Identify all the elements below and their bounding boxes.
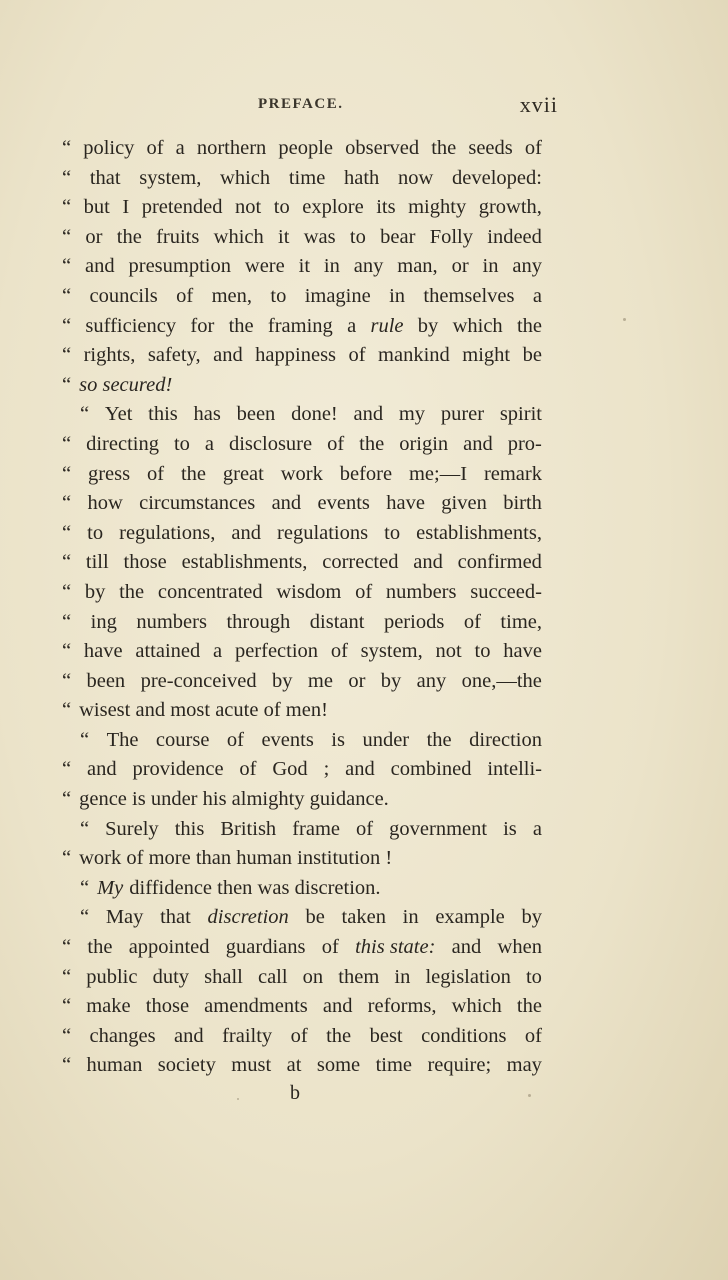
word: not (235, 196, 262, 219)
quote-mark: “ (80, 817, 90, 840)
word: perfection (234, 640, 319, 663)
quote-mark: “ (62, 551, 72, 574)
word: them (338, 965, 380, 988)
word: conditions (421, 1024, 507, 1047)
word: imagine (304, 284, 371, 307)
word: make (86, 995, 131, 1018)
word: and (345, 758, 375, 781)
word: taken (341, 906, 386, 929)
quote-mark: “ (62, 965, 72, 988)
running-head: PREFACE. (258, 96, 344, 112)
word: amendments (204, 995, 308, 1018)
word: been (236, 403, 276, 426)
word: which (220, 166, 271, 189)
text-line (62, 785, 542, 815)
word: developed: (452, 166, 542, 189)
word: in (323, 255, 340, 278)
word: a (532, 817, 542, 840)
word: concentrated (157, 580, 263, 603)
word: presumption (128, 255, 231, 278)
word: and (86, 758, 117, 781)
word: frame (292, 817, 341, 840)
word: not (435, 640, 462, 663)
word: happiness (255, 344, 337, 367)
text-line (62, 608, 542, 638)
word: northern (196, 137, 267, 159)
word: the (359, 432, 385, 455)
word: course (155, 728, 210, 751)
word: me (307, 669, 333, 692)
word: and (213, 344, 243, 367)
word: through (226, 610, 291, 633)
quote-mark: “ (62, 640, 72, 663)
word: origin (399, 432, 449, 455)
word: and (451, 936, 482, 959)
word: direction (469, 728, 542, 751)
word: the (87, 936, 113, 959)
word: fruits (156, 225, 200, 248)
page-number: xvii (519, 92, 558, 117)
word: establishments, (181, 551, 308, 574)
word: frailty (222, 1024, 273, 1047)
word: policy (83, 137, 135, 159)
word: to (474, 640, 491, 663)
quote-mark: “ (62, 432, 72, 455)
word: and (174, 1024, 204, 1047)
quote-mark: “ (80, 906, 90, 929)
word: duty (152, 965, 190, 988)
text-line (62, 519, 542, 549)
word: great (222, 462, 264, 485)
word: by (272, 669, 293, 692)
word: of (147, 462, 165, 485)
text-line (62, 815, 542, 845)
word: of (463, 610, 481, 633)
word: time (375, 1054, 412, 1077)
word: any (416, 669, 447, 692)
word: a (175, 137, 185, 159)
word: have (386, 492, 425, 515)
text-line (62, 963, 542, 993)
word: birth (503, 492, 542, 515)
word: in (389, 284, 406, 307)
quote-mark: “ (62, 462, 72, 485)
word: on (302, 965, 324, 988)
word: explore (302, 196, 364, 219)
word: regulations, (119, 521, 216, 544)
word: to (270, 284, 287, 307)
word: pro- (507, 432, 542, 455)
word: periods (383, 610, 445, 633)
word: people (278, 137, 334, 159)
quote-mark: “ (62, 758, 72, 781)
word: the (228, 314, 254, 337)
word: of (524, 137, 542, 159)
word: observed (345, 137, 420, 159)
quote-mark: “ (62, 995, 72, 1018)
word: God (272, 758, 308, 781)
word: in (482, 255, 499, 278)
text-line (62, 223, 542, 253)
text-line (62, 252, 542, 282)
word: establishments, (416, 521, 542, 544)
word: in (402, 906, 419, 929)
word: appointed (128, 936, 210, 959)
word: might (462, 344, 511, 367)
quote-mark: “ (62, 788, 72, 811)
text-line (62, 460, 542, 490)
word: pretended (141, 196, 223, 219)
quote-mark: “ (62, 1024, 72, 1047)
word: and (231, 521, 261, 544)
word: time, (500, 610, 542, 633)
word: is (331, 728, 345, 751)
word: before (339, 462, 393, 485)
word: wisdom (276, 580, 342, 603)
word: example (435, 906, 505, 929)
text-line (62, 430, 542, 460)
quote-mark: “ (80, 403, 90, 426)
word: the (426, 728, 452, 751)
body-text (62, 134, 542, 1081)
word: by (417, 314, 439, 337)
word: any (353, 255, 384, 278)
word: now (398, 166, 434, 189)
text-line (62, 134, 542, 164)
word: the (516, 314, 542, 337)
word: work of more than human institution ! (79, 847, 393, 870)
word: to (349, 225, 366, 248)
word: to (525, 965, 542, 988)
word: at (286, 1054, 302, 1077)
word: gress (87, 462, 131, 485)
word: any (512, 255, 542, 278)
word: reforms, (367, 995, 437, 1018)
word: Surely (105, 817, 159, 840)
paper-speck (237, 1098, 239, 1100)
word: regulations (277, 521, 369, 544)
word: attained (135, 640, 201, 663)
quote-mark: “ (62, 521, 72, 544)
word: combined (390, 758, 472, 781)
text-line (62, 282, 542, 312)
word: but (83, 196, 110, 219)
word: events (261, 728, 314, 751)
word: be (522, 344, 542, 367)
word: events (317, 492, 370, 515)
word: mighty (408, 196, 467, 219)
word: sufficiency (85, 314, 177, 337)
word: Yet (104, 403, 133, 426)
quote-mark: “ (80, 728, 90, 751)
word: the (431, 137, 457, 159)
word: till (85, 551, 109, 574)
word: of (524, 1024, 542, 1047)
quote-mark: “ (62, 1054, 72, 1077)
text-line (62, 312, 542, 342)
word: has (193, 403, 221, 426)
word: a (213, 640, 223, 663)
quote-mark: “ (62, 196, 72, 219)
word: given (441, 492, 487, 515)
word: for (190, 314, 215, 337)
word: me;—I (408, 462, 468, 485)
word: wisest and most acute of men! (79, 699, 328, 722)
word: numbers (136, 610, 207, 633)
word: or (451, 255, 469, 278)
quote-mark: “ (62, 255, 72, 278)
quote-mark: “ (62, 669, 72, 692)
word: have (83, 640, 123, 663)
word: the (119, 580, 145, 603)
word: the (516, 995, 542, 1018)
text-line (62, 371, 542, 401)
word: of (355, 580, 373, 603)
word: man, (397, 255, 438, 278)
word: of (330, 640, 348, 663)
word: those (145, 995, 190, 1018)
word: and (271, 492, 302, 515)
word: to (173, 432, 190, 455)
word: in (394, 965, 411, 988)
word: my (398, 403, 426, 426)
text-line (62, 193, 542, 223)
word: this (174, 817, 205, 840)
word: the (180, 462, 206, 485)
text-line (62, 578, 542, 608)
word: mankind (378, 344, 450, 367)
word: human (86, 1054, 143, 1077)
word: ; (323, 758, 330, 781)
word: numbers (385, 580, 457, 603)
word: succeed- (470, 580, 542, 603)
text-line (62, 400, 542, 430)
word: society (157, 1054, 216, 1077)
word: is (503, 817, 517, 840)
word: of (327, 432, 345, 455)
word: of (356, 817, 374, 840)
word: disclosure (228, 432, 313, 455)
word: corrected (322, 551, 399, 574)
word: a (347, 314, 357, 337)
word: time (288, 166, 326, 189)
quote-mark: “ (62, 936, 72, 959)
text-line (62, 933, 542, 963)
word: of (176, 284, 194, 307)
text-line (62, 726, 542, 756)
word: My (97, 876, 124, 899)
word: or (348, 669, 366, 692)
word: and (322, 995, 353, 1018)
word: work (280, 462, 323, 485)
quote-mark: “ (62, 580, 72, 603)
word: intelli- (487, 758, 542, 781)
word: rights, (83, 344, 136, 367)
word: May (105, 906, 144, 929)
word: rule (370, 314, 404, 337)
word: one,—the (461, 669, 542, 692)
word: circumstances (139, 492, 256, 515)
word: purer (440, 403, 485, 426)
word: legislation (425, 965, 511, 988)
word: those (123, 551, 167, 574)
word: to (273, 196, 290, 219)
word: or (85, 225, 103, 248)
text-line (62, 667, 542, 697)
quote-mark: “ (62, 225, 72, 248)
text-line (62, 696, 542, 726)
word: best (369, 1024, 403, 1047)
word: a (532, 284, 542, 307)
word: of (290, 1024, 308, 1047)
text-line (62, 164, 542, 194)
word: government (389, 817, 488, 840)
word: and (413, 551, 443, 574)
word: the (326, 1024, 352, 1047)
word: public (86, 965, 138, 988)
word: was (303, 225, 336, 248)
word: this state: (355, 936, 436, 959)
word: changes (89, 1024, 156, 1047)
word: guardians (225, 936, 306, 959)
word: British (220, 817, 277, 840)
text-line (62, 844, 542, 874)
quote-mark: “ (80, 876, 90, 899)
word: must (231, 1054, 272, 1077)
quote-mark: “ (62, 699, 72, 722)
word: which (452, 314, 503, 337)
word: it (298, 255, 311, 278)
word: spirit (499, 403, 542, 426)
word: by (84, 580, 106, 603)
word: growth, (478, 196, 542, 219)
word: and (353, 403, 384, 426)
word: which (451, 995, 502, 1018)
word: may (506, 1054, 542, 1077)
word: by (380, 669, 402, 692)
text-line (62, 341, 542, 371)
word: providence (132, 758, 224, 781)
word: were (244, 255, 285, 278)
paper-speck (623, 318, 626, 321)
paper-speck (528, 1094, 531, 1097)
word: distant (309, 610, 365, 633)
quote-mark: “ (62, 344, 72, 367)
quote-mark: “ (62, 373, 72, 396)
word: shall (204, 965, 243, 988)
signature-mark: b (290, 1082, 300, 1104)
word: remark (483, 462, 542, 485)
text-line (62, 1022, 542, 1052)
word: system, (139, 166, 202, 189)
word: have (503, 640, 542, 663)
word: that (160, 906, 191, 929)
word: of (321, 936, 339, 959)
word: of (226, 728, 244, 751)
word: to (384, 521, 401, 544)
word: of (348, 344, 366, 367)
word: system, (360, 640, 423, 663)
word: councils (89, 284, 158, 307)
word: indeed (487, 225, 542, 248)
quote-mark: “ (62, 492, 72, 515)
word: under (362, 728, 410, 751)
word: themselves (423, 284, 515, 307)
word: a (204, 432, 214, 455)
quote-mark: “ (62, 166, 72, 189)
word: discretion (207, 906, 289, 929)
text-line (62, 903, 542, 933)
word: diffidence then was discretion. (129, 876, 381, 899)
word: and (85, 255, 115, 278)
text-line (62, 489, 542, 519)
word: framing (267, 314, 333, 337)
word: this (148, 403, 178, 426)
text-line (62, 1051, 542, 1081)
quote-mark: “ (62, 847, 72, 870)
word: and (463, 432, 493, 455)
word: which (213, 225, 264, 248)
word: done! (291, 403, 338, 426)
quote-mark: “ (62, 610, 72, 633)
page-header (64, 92, 558, 122)
word: be (305, 906, 325, 929)
text-line (62, 992, 542, 1022)
word: been (86, 669, 126, 692)
word: pre-conceived (140, 669, 257, 692)
word: hath (344, 166, 380, 189)
text-line (62, 637, 542, 667)
word: Folly (429, 225, 473, 248)
word: some (316, 1054, 361, 1077)
word: of (146, 137, 164, 159)
word: of (239, 758, 257, 781)
quote-mark: “ (62, 284, 72, 307)
word: ing (90, 610, 117, 633)
word: men, (211, 284, 253, 307)
word: by (521, 906, 542, 929)
word: the (116, 225, 142, 248)
word: safety, (147, 344, 201, 367)
text-line (62, 548, 542, 578)
word: when (497, 936, 542, 959)
word: so secured! (79, 373, 173, 396)
word: confirmed (457, 551, 542, 574)
quote-mark: “ (62, 137, 72, 159)
word: I (122, 196, 130, 219)
word: bear (380, 225, 416, 248)
word: to (87, 521, 104, 544)
word: call (257, 965, 288, 988)
word: gence is under his almighty guidance. (79, 788, 389, 811)
word: require; (427, 1054, 492, 1077)
text-line (62, 874, 542, 904)
word: how (87, 492, 123, 515)
word: directing (86, 432, 159, 455)
word: that (89, 166, 121, 189)
word: it (278, 225, 290, 248)
word: The (106, 728, 139, 751)
quote-mark: “ (62, 314, 72, 337)
text-line (62, 755, 542, 785)
word: its (376, 196, 396, 219)
word: seeds (468, 137, 513, 159)
